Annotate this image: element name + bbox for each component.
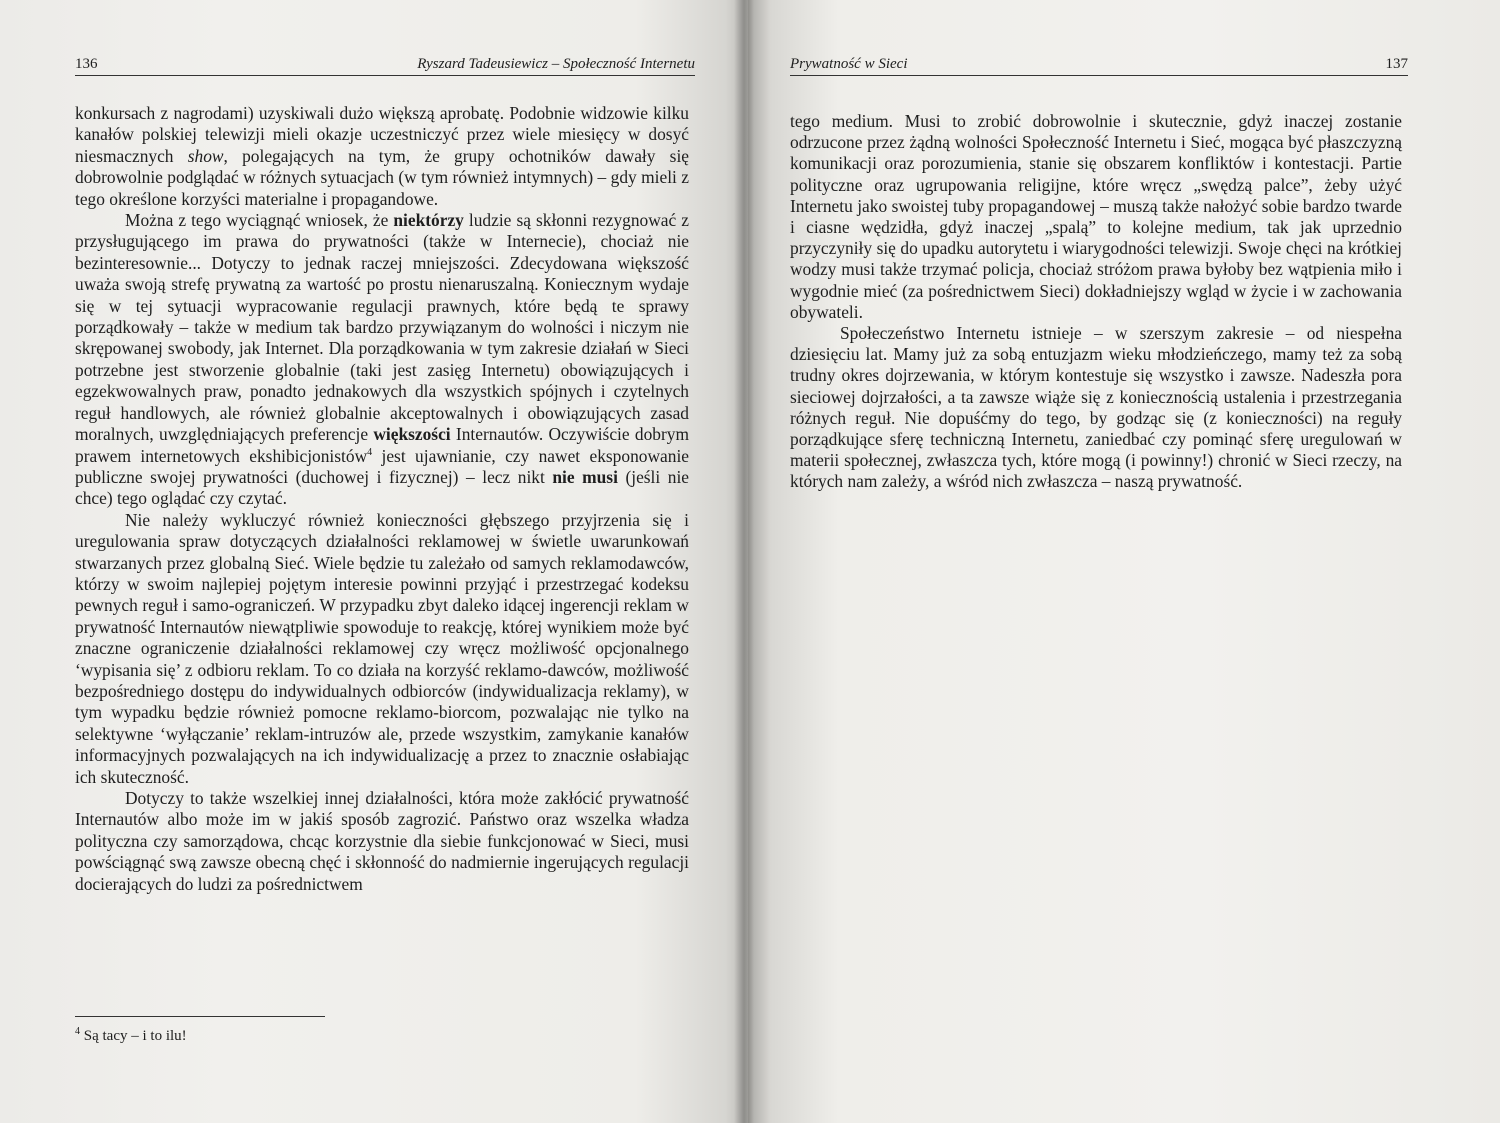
left-paragraph-2: Można z tego wyciągnąć wniosek, że niektórzy ludzie są skłonni rezygnować z przysługującego im prawa do prywatności (także w Internecie), chociaż nie bezinteresownie... Dotyczy to jednak raczej mniejszości. Zdecydowana większość uważa swoją strefę prywatną za wartość po prostu nienaruszalną. Koniecznym wydaje się w tej sytuacji wypracowanie regulacji prawnych, które będą te sprawy porządkowały – także w medium tak bardzo przywiązanym do wolności i niczym nie skrępowanej swobody, jak Internet. Dla porządkowania w tym zakresie działań w Sieci potrzebne jest stworzenie globalnie (taki jest zasięg Internetu) obowiązujących i egzekwowalnych praw, ponadto jednakowych dla wszystkich spójnych i czytelnych reguł handlowych, ale również globalnie akceptowalnych i obowiązujących zasad moralnych, uwzględniających preferencje większości Internautów. Oczywiście dobrym prawem internetowych ekshibicjonistów$^4$ jest ujawnianie, czy nawet eksponowanie publiczne swojej prywatności (duchowej i fizycznej) – lecz nikt nie musi (jeśli nie chce) tego oglądać czy czytać. <box>75 210 690 509</box>
left-page-number: 136 <box>75 56 98 72</box>
right-running-head <box>790 55 1408 76</box>
footnote <box>75 1028 187 1045</box>
book-gutter <box>734 0 754 1123</box>
left-running-head <box>75 55 695 76</box>
left-paragraph-3: Nie należy wykluczyć również konieczności głębszego przyjrzenia się i uregulowania spraw dotyczących działalności reklamowej w świetle uwarunkowań stwarzanych przez globalną Sieć. Wiele będzie tu zależało od samych reklamodawców, którzy w swoim najlepiej pojętym interesie powinni przyjąć i przestrzegać kodeksu pewnych reguł i samo-ograniczeń. W przypadku zbyt daleko idącej ingerencji reklam w prywatność Internautów niewątpliwie spowoduje to reakcję, której wynikiem może być znaczne ograniczenie działalności reklamowej czy wręcz możliwość opcjonalnego ‘wypisania się’ z odbioru reklam. To co działa na korzyść reklamo-dawców, możliwość bezpośredniego dostępu do indywidualnych odbiorców (indywidualizacja reklamy), w tym wypadku będzie również pomocne reklamo-biorcom, pozwalając nie tylko na selektywne ‘wyłączanie’ reklam-intruzów ale, przede wszystkim, zamykanie kanałów informacyjnych pozwalających na ich indywidualizację a przez to znacznie osłabiając ich skuteczność. <box>75 509 689 787</box>
left-page <box>0 0 748 1123</box>
left-body-text <box>75 103 689 895</box>
right-paragraph-1: tego medium. Musi to zrobić dobrowolnie i skutecznie, gdyż inaczej zostanie odrzucone przez żądną wolności Społeczność Internetu i Sieć, mogąca być płaszczyzną komunikacji oraz porozumienia, stanie się obszarem konfliktów i kontestacji. Partie polityczne oraz ugrupowania religijne, które wręcz „swędzą palce”, żeby użyć Internetu jako swoistej tuby propagandowej – muszą także nałożyć sobie bardzo twarde i ciasne wędzidła, gdyż inaczej „spalą” to kolejne medium, tak jak uprzednio przyczyniły się do upadku autorytetu i wiarygodności telewizji. Swoje chęci na krótkiej wodzy musi także trzymać policja, chociaż stróżom prawa byłoby bez wątpienia miło i wygodnie mieć (za pośrednictwem Sieci) dokładniejszy wgląd w życie i w zachowania obywateli. <box>790 111 1402 322</box>
right-page-number: 137 <box>1385 56 1408 72</box>
right-running-title: Prywatność w Sieci <box>790 56 908 72</box>
footnote-number: 4 <box>75 1026 80 1037</box>
left-paragraph-1: konkursach z nagrodami) uzyskiwali dużo większą aprobatę. Podobnie widzowie kilku kanałów polskiej telewizji mieli okazje uczestniczyć przez wiele miesięcy w dosyć niesmacznych show, polegających na tym, że grupy ochotników dawały się dobrowolnie podglądać w różnych sytuacjach (w tym również intymnych) – gdy mieli z tego określone korzyści materialne i propagandowe. <box>75 103 689 209</box>
left-paragraph-4: Dotyczy to także wszelkiej innej działalności, która może zakłócić prywatność Internautów albo może im w jakiś sposób zagrozić. Państwo oraz wszelka władza polityczna czy samorządowa, chcąc korzystnie dla siebie funkcjonować w Sieci, musi powściągnąć swą zawsze obecną chęć i skłonność do nadmiernie ingerujących regulacji docierających do ludzi za pośrednictwem <box>75 788 689 894</box>
left-running-title: Ryszard Tadeusiewicz – Społeczność Internetu <box>417 56 695 72</box>
footnote-text: Są tacy – i to ilu! <box>80 1028 187 1044</box>
footnote-reference: 4 <box>367 446 373 458</box>
right-page <box>748 0 1500 1123</box>
right-paragraph-2: Społeczeństwo Internetu istnieje – w szerszym zakresie – od niespełna dziesięciu lat. Mamy już za sobą entuzjazm wieku młodzieńczego, mamy też za sobą trudny okres dojrzewania, w którym kontestuje się wszystko i zawsze. Nadeszła pora sieciowej dojrzałości, a ta zawsze wiąże się z koniecznością ustalenia i przestrzegania różnych reguł. Nie dopuśćmy do tego, by godząc się (z konieczności) na reguły porządkujące sferę techniczną Internetu, zaniedbać czy pominąć sferę uregulowań w materii społecznej, zwłaszcza tych, które mogą (i powinny!) chronić w Sieci rzeczy, na których nam zależy, a wśród nich zwłaszcza – naszą prywatność. <box>790 323 1402 492</box>
footnote-divider <box>75 1016 325 1017</box>
right-body-text <box>790 111 1402 493</box>
